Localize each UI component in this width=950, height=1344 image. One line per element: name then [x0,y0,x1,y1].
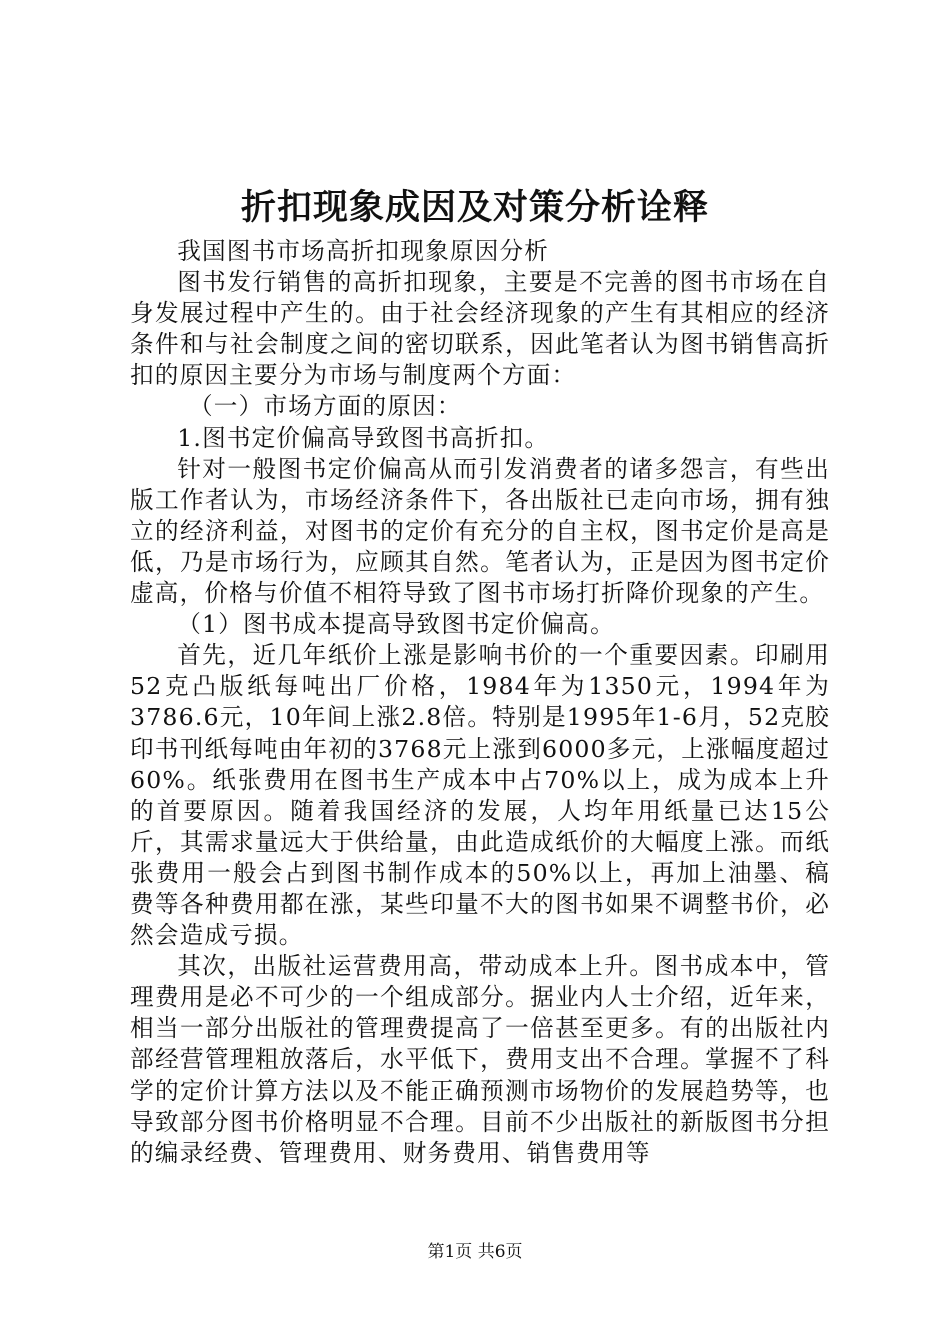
document-title: 折扣现象成因及对策分析诠释 [240,188,709,228]
subsubsection-heading: （1）图书成本提高导致图书定价偏高。 [177,610,615,639]
page-number-footer: 第1页 共6页 [427,1242,523,1262]
document-body [130,236,830,1169]
paragraph: 首先，近几年纸价上涨是影响书价的一个重要因素。印刷用52克凸版纸每吨出厂价格，1984年为1350元，1994年为3786.6元，10年间上涨2.8倍。特别是1995年1-6月，52克胶印书刊纸每吨由年初的3768元上涨到6000多元，上涨幅度超过60%。纸张费用在图书生产成本中占70%以上，成为成本上升的首要原因。随着我国经济的发展，人均年用纸量已达15公斤，其需求量远大于供给量，由此造成纸价的大幅度上涨。而纸张费用一般会占到图书制作成本的50%以上，再加上油墨、稿费等各种费用都在涨，某些印量不大的图书如果不调整书价，必然会造成亏损。 [130,641,830,950]
paragraph: 图书发行销售的高折扣现象，主要是不完善的图书市场在自身发展过程中产生的。由于社会经济现象的产生有其相应的经济条件和与社会制度之间的密切联系，因此笔者认为图书销售高折扣的原因主要分为市场与制度两个方面： [130,268,830,390]
subsection-heading: （一）市场方面的原因： [189,392,462,421]
paragraph: 其次，出版社运营费用高，带动成本上升。图书成本中，管理费用是必不可少的一个组成部分。据业内人士介绍，近年来，相当一部分出版社的管理费提高了一倍甚至更多。有的出版社内部经营管理粗放落后，水平低下，费用支出不合理。掌握不了科学的定价计算方法以及不能正确预测市场物价的发展趋势等，也导致部分图书价格明显不合理。目前不少出版社的新版图书分担的编录经费、管理费用、财务费用、销售费用等 [130,952,830,1167]
section-heading: 我国图书市场高折扣现象原因分析 [177,237,550,265]
paragraph: 针对一般图书定价偏高从而引发消费者的诸多怨言，有些出版工作者认为，市场经济条件下，各出版社已走向市场，拥有独立的经济利益，对图书的定价有充分的自主权，图书定价是高是低，乃是市场行为，应顾其自然。笔者认为，正是因为图书定价虚高，价格与价值不相符导致了图书市场打折降价现象的产生。 [130,454,830,608]
numbered-heading: 1.图书定价偏高导致图书高折扣。 [177,423,550,452]
